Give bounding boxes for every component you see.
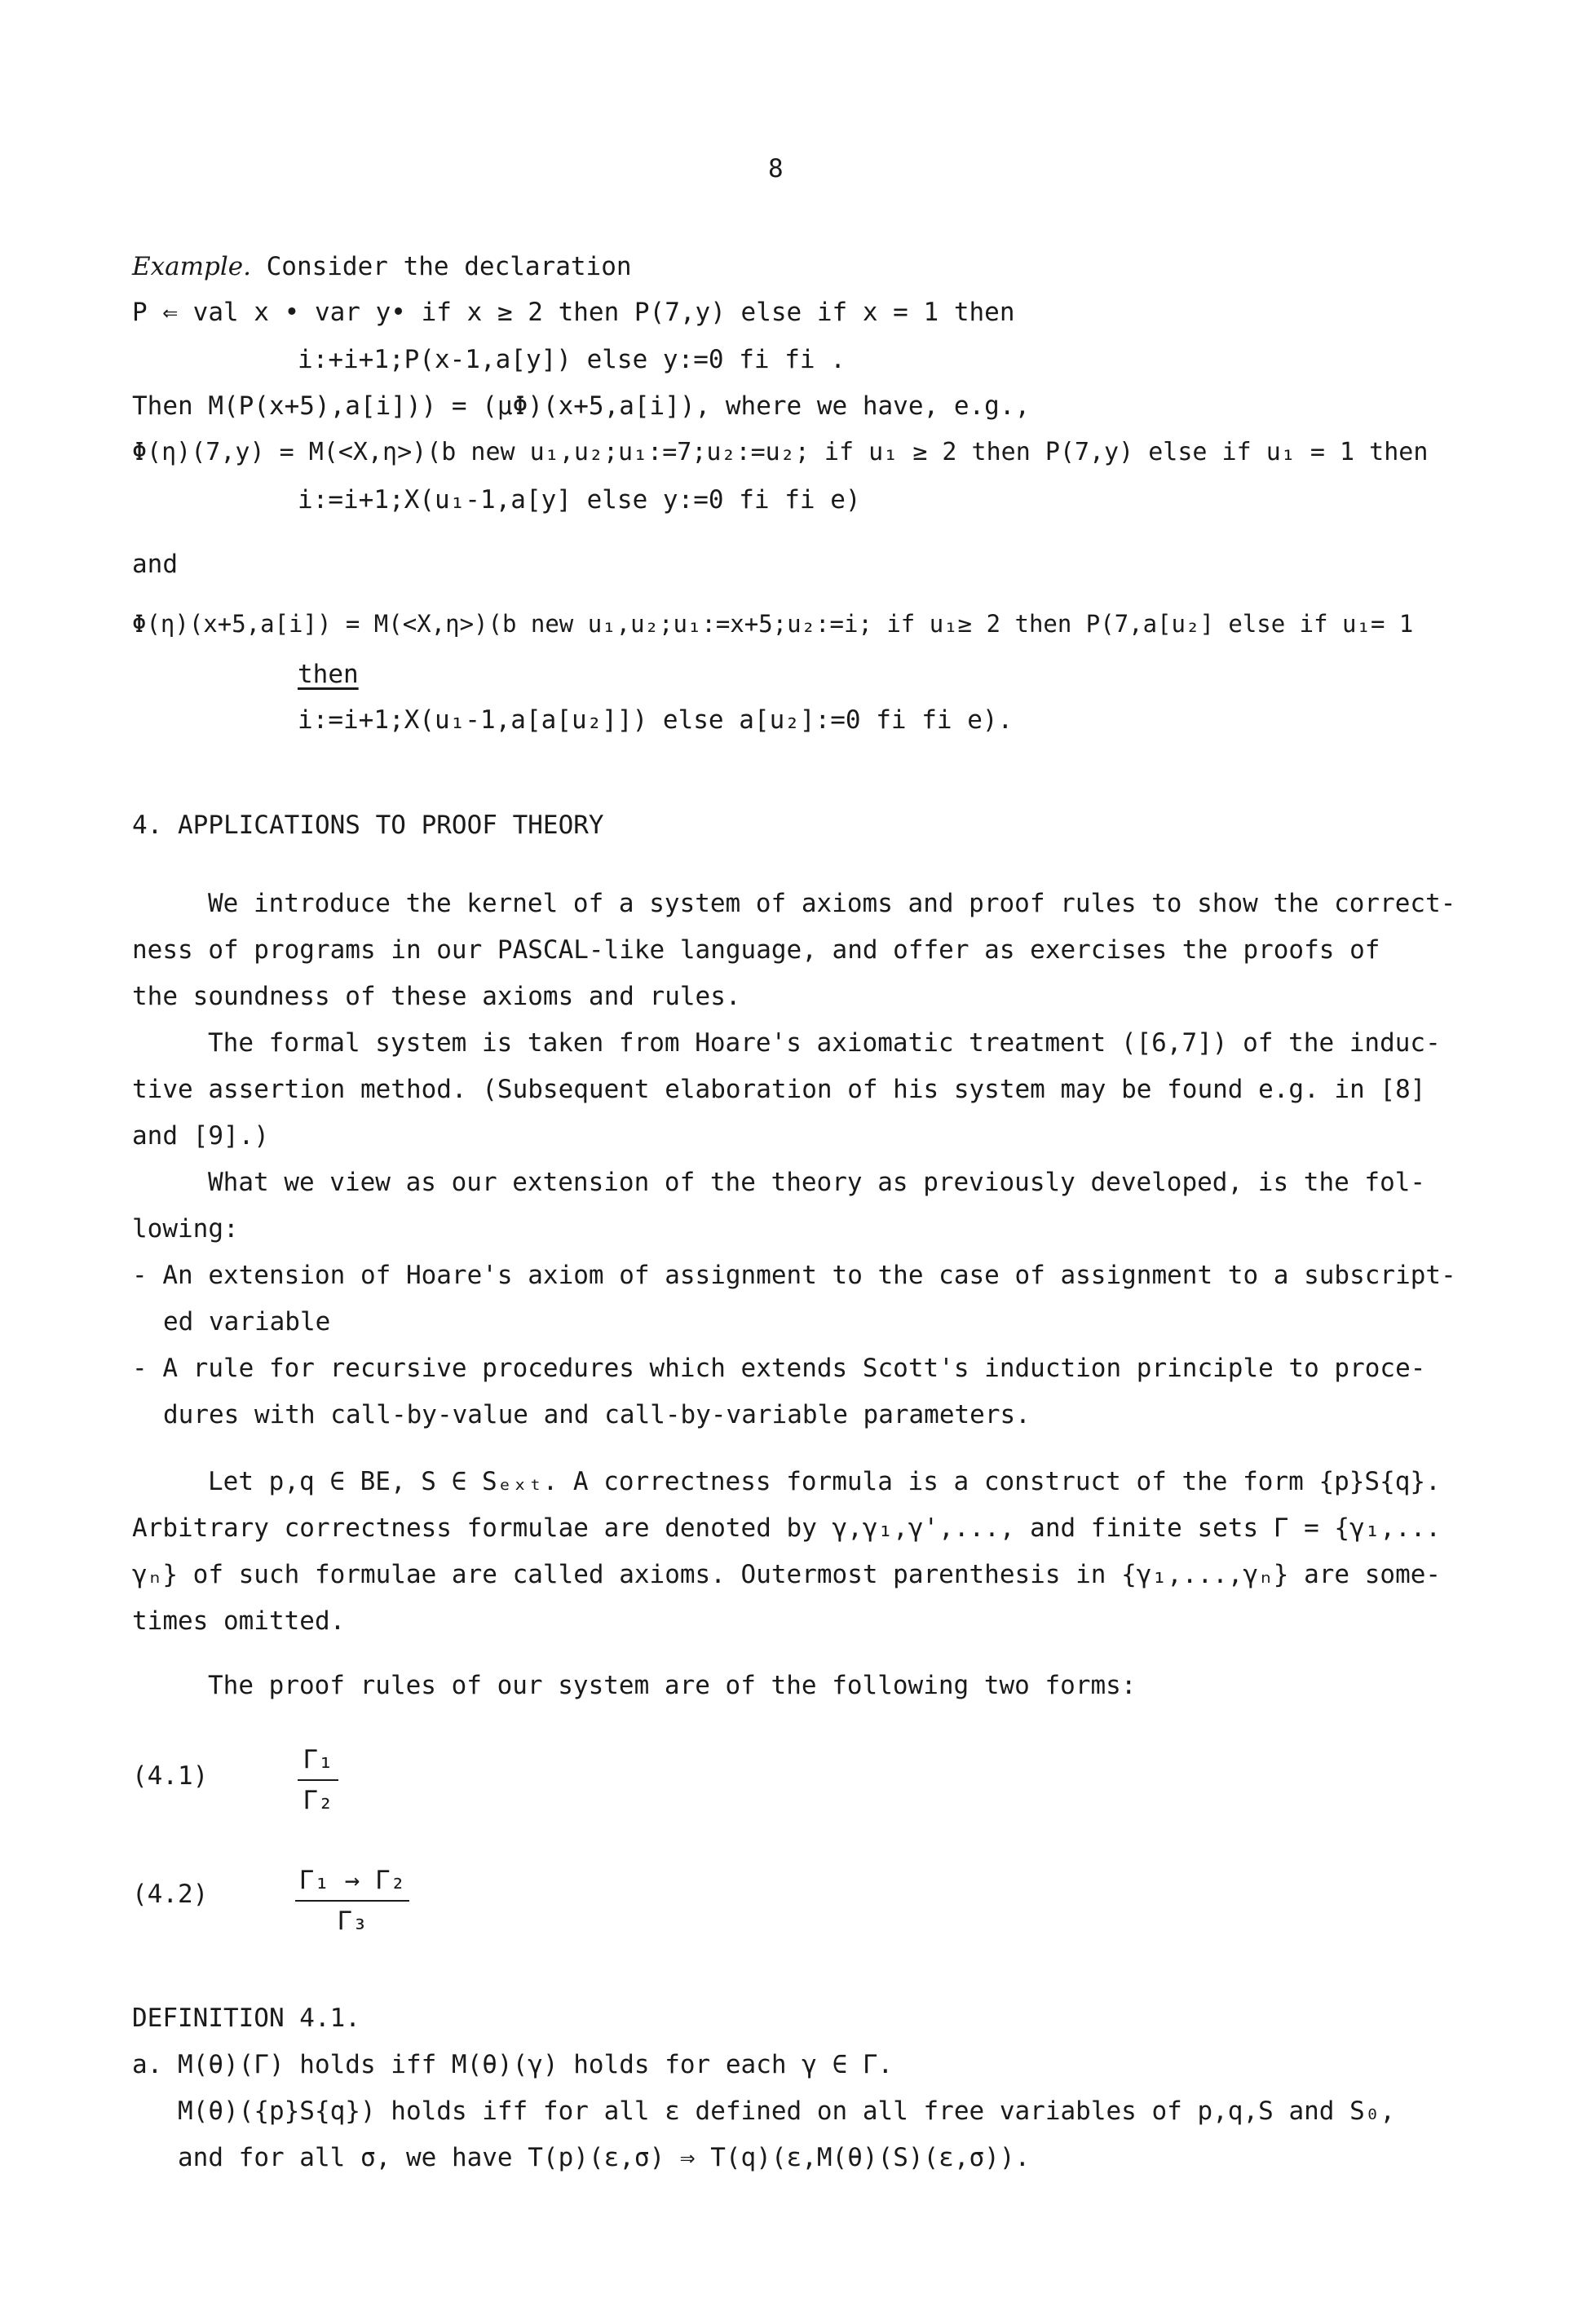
phi2-then: then bbox=[298, 660, 359, 689]
rule-4-2-label: (4.2) bbox=[132, 1880, 209, 1909]
rule-4-2-bar bbox=[295, 1900, 409, 1902]
p4-line-1: Let p,q ∈ BE, S ∈ Sₑₓₜ. A correctness formula is a construct of the form {p}S{q}. bbox=[208, 1467, 1441, 1496]
section-heading: 4. APPLICATIONS TO PROOF THEORY bbox=[132, 811, 604, 840]
rule-4-2-numerator: Γ₁ → Γ₂ bbox=[298, 1866, 406, 1895]
rule-4-1-bar bbox=[298, 1779, 338, 1781]
p3-line-2: lowing: bbox=[132, 1214, 239, 1244]
p2-line-3: and [9].) bbox=[132, 1121, 269, 1151]
p2-line-1: The formal system is taken from Hoare's axiomatic treatment ([6,7]) of the induc- bbox=[208, 1028, 1441, 1058]
phi2-line-1: Φ(η)(x+5,a[i]) = M(<X,η>)(b new u₁,u₂;u₁:=x+5;u₂:=i; if u₁≥ 2 then P(7,a[u₂] else if u₁= 1 bbox=[132, 610, 1414, 638]
definition-a-line-3: and for all σ, we have T(p)(ε,σ) ⇒ T(q)(ε,M(θ)(S)(ε,σ)). bbox=[178, 2143, 1031, 2172]
p4-line-2: Arbitrary correctness formulae are denoted by γ,γ₁,γ',..., and finite sets Γ = {γ₁,... bbox=[132, 1513, 1442, 1543]
example-intro-text: Consider the declaration bbox=[250, 252, 632, 281]
rule-4-1-fraction bbox=[298, 1745, 338, 1815]
p2-line-2: tive assertion method. (Subsequent elaboration of his system may be found e.g. in [8] bbox=[132, 1075, 1426, 1104]
p1-line-1: We introduce the kernel of a system of axioms and proof rules to show the correct- bbox=[208, 889, 1456, 918]
p4-line-3: γₙ} of such formulae are called axioms. Outermost parenthesis in {γ₁,...,γₙ} are some- bbox=[132, 1560, 1442, 1589]
declaration-line-1: P ⇐ val x • var y• if x ≥ 2 then P(7,y) else if x = 1 then bbox=[132, 298, 1015, 327]
bullet-2-line-1: - A rule for recursive procedures which extends Scott's induction principle to proce- bbox=[132, 1354, 1426, 1383]
definition-a-line-1: a. M(θ)(Γ) holds iff M(θ)(γ) holds for each γ ∈ Γ. bbox=[132, 2050, 894, 2079]
rule-4-1-label: (4.1) bbox=[132, 1761, 209, 1791]
phi2-line-2: i:=i+1;X(u₁-1,a[a[u₂]]) else a[u₂]:=0 fi fi e). bbox=[298, 705, 1014, 735]
phi1-line-2: i:=i+1;X(u₁-1,a[y] else y:=0 fi fi e) bbox=[298, 485, 861, 515]
and-word: and bbox=[132, 550, 178, 579]
p5-line: The proof rules of our system are of the following two forms: bbox=[208, 1671, 1137, 1700]
bullet-1-line-1: - An extension of Hoare's axiom of assignment to the case of assignment to a subscript- bbox=[132, 1261, 1456, 1290]
example-label: Example. bbox=[132, 252, 251, 281]
phi1-line-1: Φ(η)(7,y) = M(<X,η>)(b new u₁,u₂;u₁:=7;u₂:=u₂; if u₁ ≥ 2 then P(7,y) else if u₁ = 1 then bbox=[132, 438, 1429, 466]
p4-line-4: times omitted. bbox=[132, 1606, 346, 1636]
bullet-1-line-2: ed variable bbox=[163, 1307, 331, 1337]
example-intro bbox=[132, 254, 632, 280]
rule-4-1-numerator: Γ₁ bbox=[303, 1745, 333, 1774]
page-number: 8 bbox=[768, 154, 784, 183]
definition-a-line-2: M(θ)({p}S{q}) holds iff for all ε defined on all free variables of p,q,S and S₀, bbox=[178, 2096, 1396, 2126]
p1-line-2: ness of programs in our PASCAL-like language, and offer as exercises the proofs of bbox=[132, 935, 1380, 965]
rule-4-2-fraction bbox=[295, 1866, 409, 1936]
rule-4-1-denominator: Γ₂ bbox=[303, 1786, 333, 1815]
rule-4-2-denominator: Γ₃ bbox=[337, 1906, 368, 1936]
p1-line-3: the soundness of these axioms and rules. bbox=[132, 982, 741, 1011]
p3-line-1: What we view as our extension of the theory as previously developed, is the fol- bbox=[208, 1168, 1426, 1197]
declaration-line-2: i:+i+1;P(x-1,a[y]) else y:=0 fi fi . bbox=[298, 345, 846, 374]
definition-heading: DEFINITION 4.1. bbox=[132, 2004, 360, 2033]
then-line: Then M(P(x+5),a[i])) = (μΦ)(x+5,a[i]), where we have, e.g., bbox=[132, 391, 1031, 421]
bullet-2-line-2: dures with call-by-value and call-by-variable parameters. bbox=[163, 1400, 1031, 1429]
